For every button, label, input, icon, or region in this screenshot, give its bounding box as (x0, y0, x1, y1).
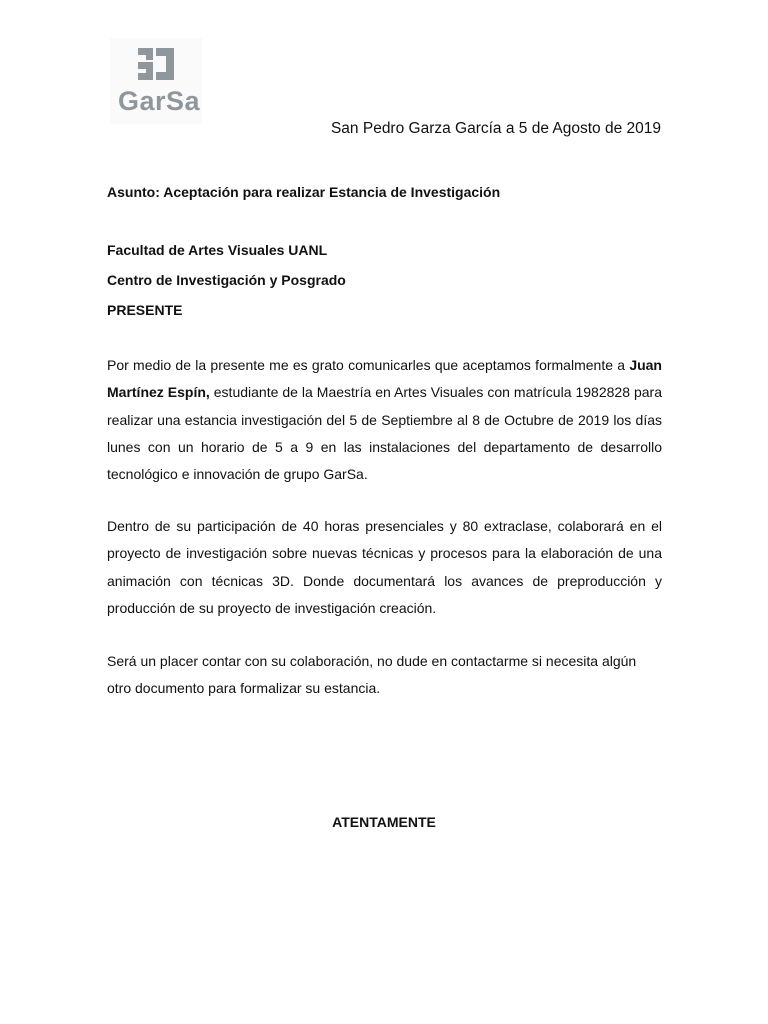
subject-line: Asunto: Aceptación para realizar Estancia de Investigación (107, 184, 501, 200)
recipient-line-2: Centro de Investigación y Posgrado (107, 272, 346, 288)
closing: ATENTAMENTE (332, 814, 436, 830)
garsa-mark-icon (136, 46, 176, 86)
logo-text: GarSa (118, 86, 201, 116)
paragraph-1 (107, 352, 662, 488)
paragraph-2: Dentro de su participación de 40 horas presenciales y 80 extraclase, colaborará en el proyecto de investigación sobre nuevas técnicas y procesos para la elaboración de una animación con técnicas 3D. Donde documentará los avances de preproducción y producción de su proyecto de investigación creación. (107, 518, 662, 616)
paragraph-1-rest: estudiante de la Maestría en Artes Visuales con matrícula 1982828 para realizar una estancia investigación del 5 de Septiembre al 8 de Octubre de 2019 los días lunes con un horario de 5 a 9 en las instalaciones del departamento de desarrollo tecnológico e innovación de grupo GarSa. (107, 384, 662, 483)
letter-date: San Pedro Garza García a 5 de Agosto de 2019 (330, 120, 661, 137)
recipient-line-1: Facultad de Artes Visuales UANL (107, 242, 328, 258)
student-name: Juan Martínez Espín, (107, 357, 662, 401)
paragraph-1-start: Por medio de la presente me es grato comunicarles que aceptamos formalmente a (107, 357, 630, 373)
recipient-line-3: PRESENTE (107, 302, 183, 318)
garsa-logo (110, 38, 202, 124)
paragraph-3: Será un placer contar con su colaboración, no dude en contactarme si necesita algún otro documento para formalizar su estancia. (107, 653, 637, 697)
